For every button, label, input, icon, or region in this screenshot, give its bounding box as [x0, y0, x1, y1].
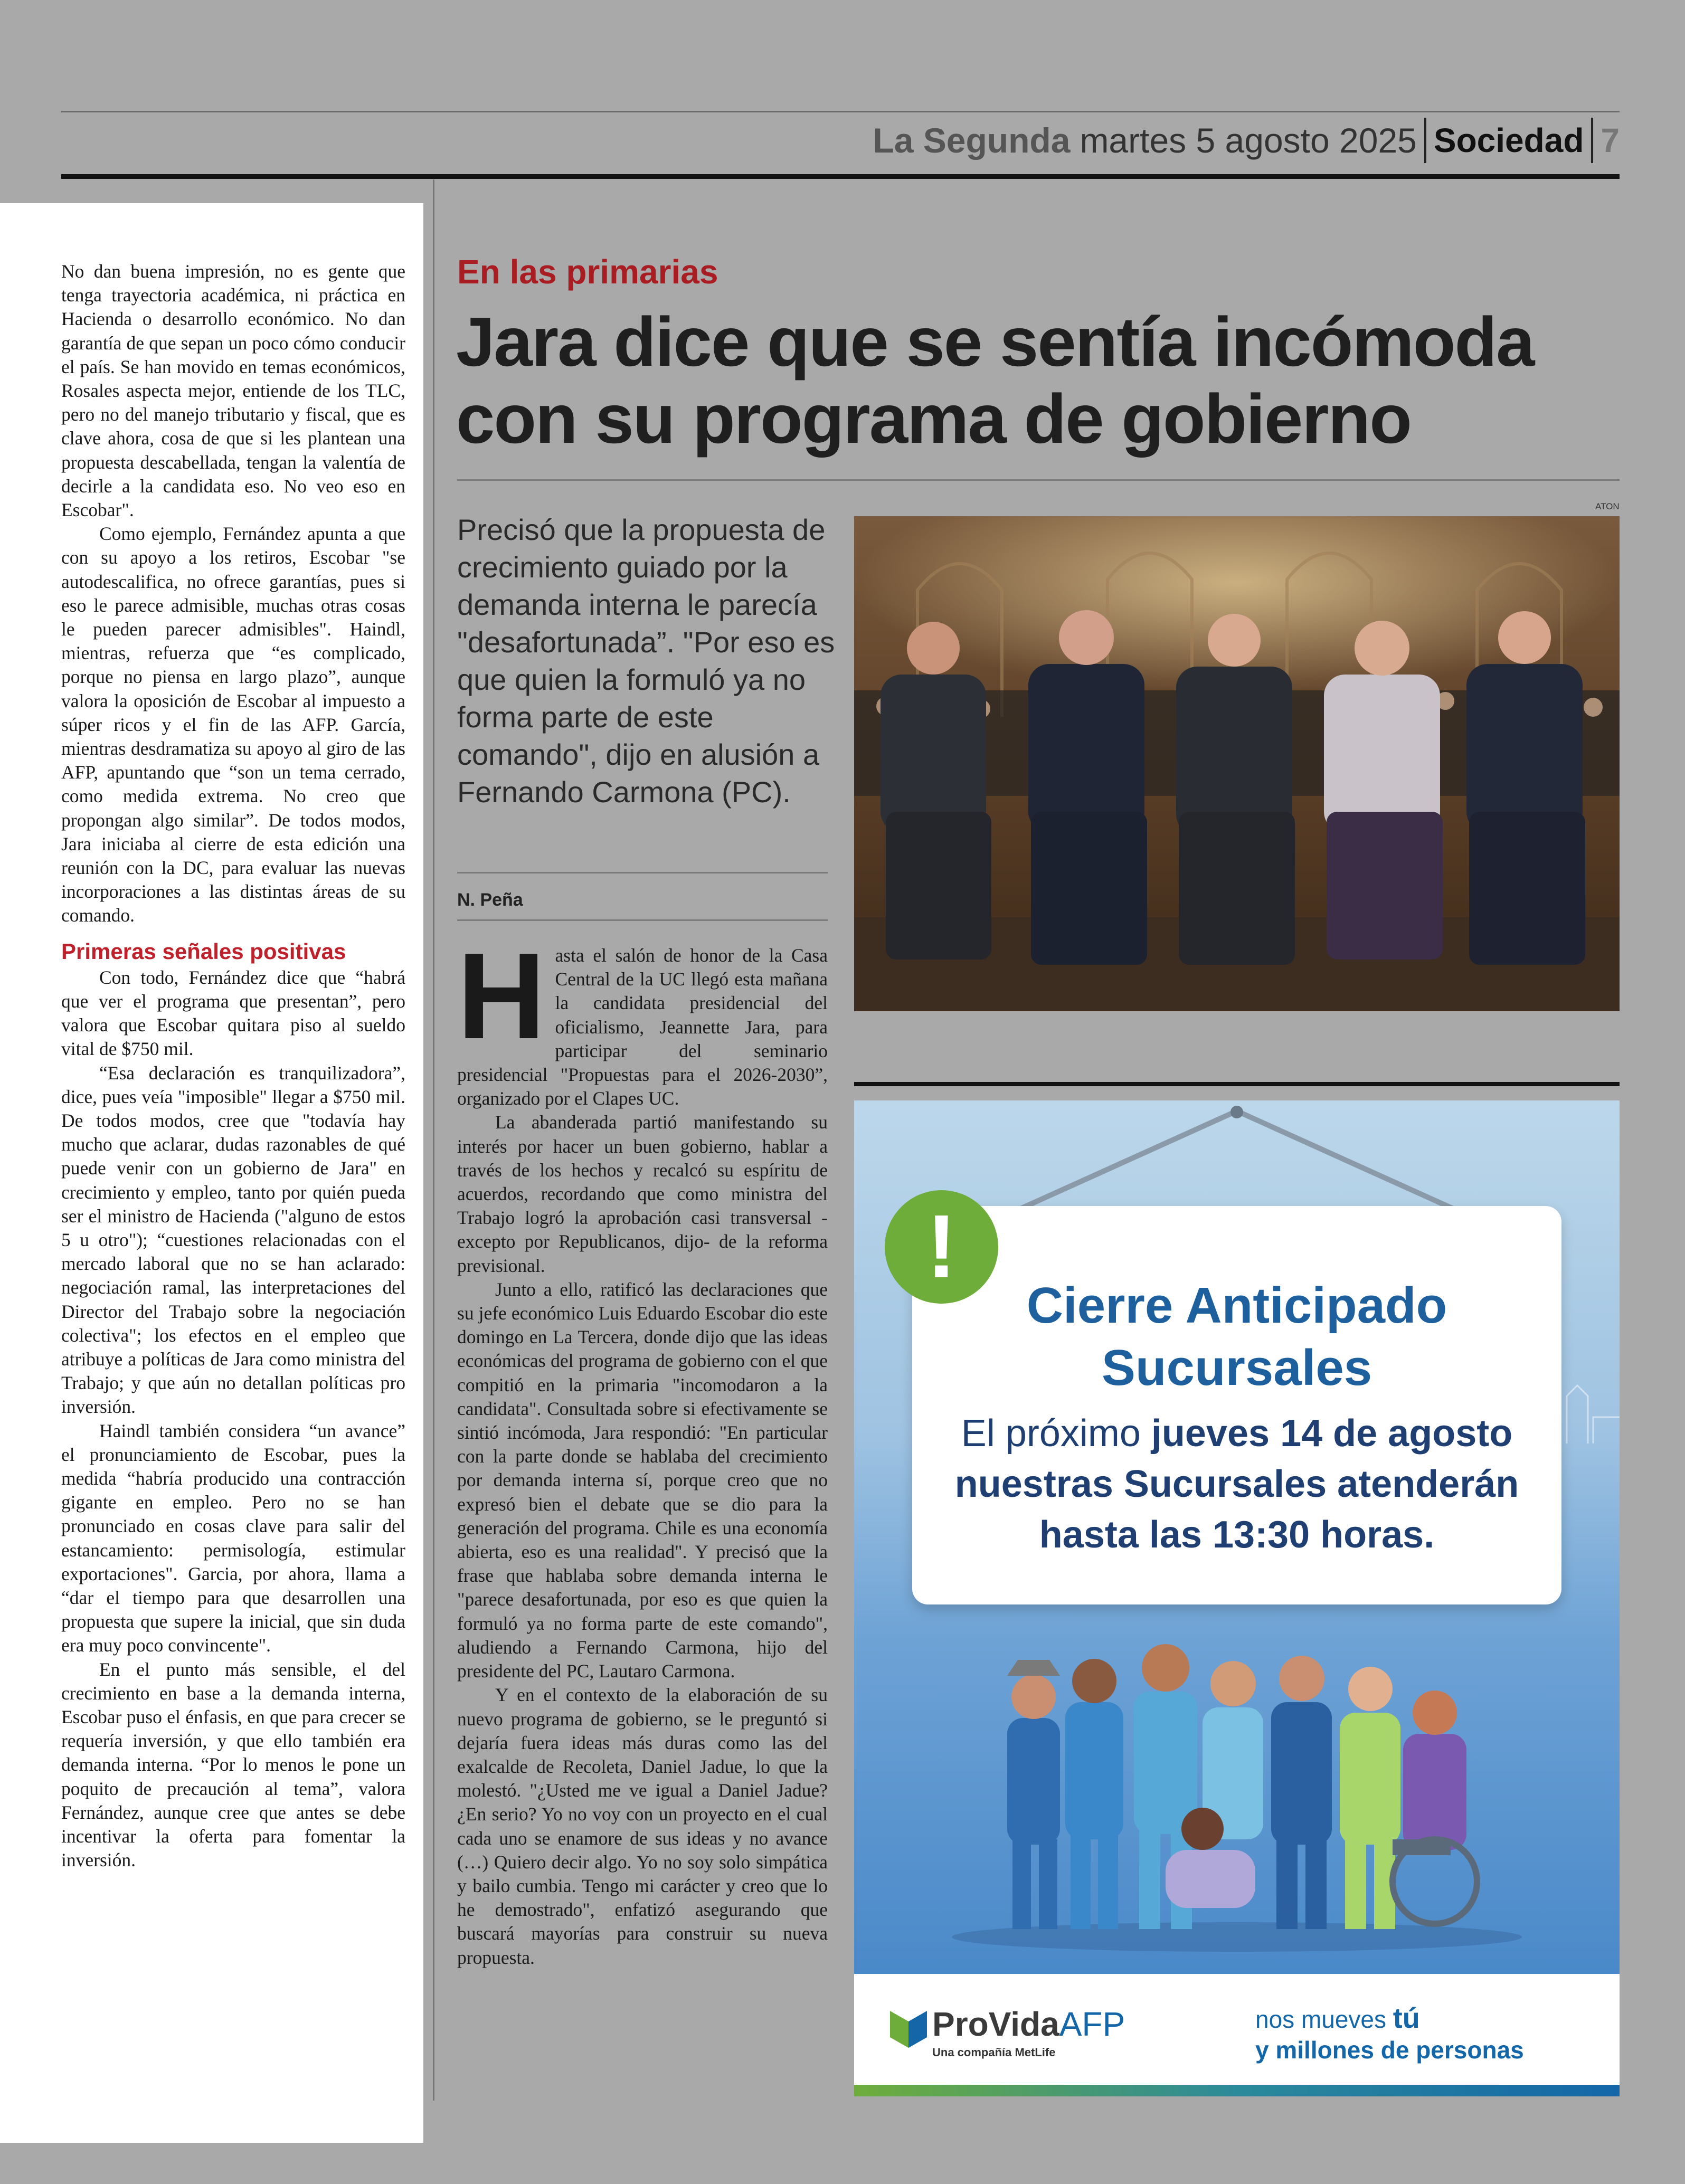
- header-separator: [1591, 118, 1593, 163]
- article-photo: [854, 516, 1620, 1011]
- paragraph: Con todo, Fernández dice que “habrá que ver el programa que presentan”, pero valora que Escobar quitara piso al sueldo vital de $750 mil.: [61, 966, 405, 1060]
- exclamation-alert-icon: !: [885, 1190, 998, 1304]
- photo-credit: ATON: [1595, 501, 1620, 511]
- issue-date: martes 5 agosto 2025: [1080, 121, 1417, 160]
- page-number: 7: [1601, 121, 1620, 159]
- left-column-text: [61, 260, 405, 1872]
- byline-rule-top: [457, 872, 828, 873]
- article-body: [457, 928, 828, 1970]
- ad-footer: [854, 1974, 1620, 2085]
- paragraph: Junto a ello, ratificó las declaraciones que su jefe económico Luis Eduardo Escobar dio este domingo en La Tercera, donde dijo que las ideas económicas del programa de gobierno con el que compitió en la primaria "incomodaron a la candidata". Consultada sobre si efectivamente se sintió incómoda, Jara respondió: "En particular con la parte donde se hablaba del crecimiento por demanda interna sí, porque creo que no expresó bien el debate que se dio para la generación del programa. Chile es una economía abierta, eso es una realidad". Y precisó que la frase que hablaba sobre demanda interna le "parece desafortunada, por eso es que quien la formuló ya no forma parte de este comando", aludiendo a Fernando Carmona, hijo del presidente del PC, Lautaro Carmona.: [457, 1278, 828, 1682]
- ad-color-stripe: [854, 2085, 1620, 2096]
- byline: N. Peña: [457, 890, 523, 910]
- advertisement: [854, 1100, 1620, 1974]
- section-name: Sociedad: [1433, 121, 1584, 159]
- brand-subtitle: Una compañía MetLife: [932, 2046, 1056, 2059]
- article-dek: Precisó que la propuesta de crecimiento guiado por la demanda interna le parecía "desafortunada”. "Por eso es que quien la formuló ya no forma parte de este comando", dijo en alusión a Fernando Carmona (PC).: [457, 513, 835, 809]
- provida-logo-icon: [890, 2006, 927, 2048]
- paragraph-lead: Hasta el salón de honor de la Casa Central de la UC llegó esta mañana la candidata presidencial del oficialismo, Jeannette Jara, para participar del seminario presidencial "Propuestas para el 2026-2030”, organizado por el Clapes UC.: [457, 928, 828, 1109]
- header-rule-bottom: [61, 174, 1620, 179]
- photo-illustration: [854, 516, 1620, 1011]
- notice-title: Cierre Anticipado Sucursales: [1026, 1277, 1447, 1396]
- ad-separator-rule: [854, 1082, 1620, 1086]
- notice-sign: [912, 1206, 1561, 1604]
- brand-logo-text: ProVidaAFP: [932, 2005, 1125, 2043]
- drop-cap: H: [457, 928, 546, 1065]
- paragraph: Y en el contexto de la elaboración de su nuevo programa de gobierno, se le preguntó si dejaría fuera ideas más duras como las del exalcalde de Recoleta, Daniel Jadue, lo que la molestó. "¿Usted me ve igual a Daniel Jadue? ¿En serio? Yo no voy con un proyecto en el cual cada uno se enamore de sus ideas y no avance (…) Quiero decir algo. Yo no soy solo simpática y bailo cumbia. Tengo mi carácter y creo que lo he demostrado", enfatizó asegurando que buscará mayorías para construir su nueva propuesta.: [457, 1684, 828, 1968]
- paragraph: Como ejemplo, Fernández apunta a que con su apoyo a los retiros, Escobar "se autodescalifica, no ofrece garantías, pues si eso le parece admisible, muchas otras cosas le pueden parecer admisibles". Haindl, mientras, refuerza que “es complicado, porque no piensa en largo plazo”, aunque valora la oposición de Escobar al impuesto a súper ricos y el fin de las AFP. García, mientras desdramatiza su apoyo al giro de las AFP, apuntando que “son un tema cerrado, como medida extrema. No creo que propongan algo similar”. De todos modos, Jara iniciaba al cierre de esta edición una reunión con la DC, para evaluar las nuevas incorporaciones a las distintas áreas de su comando.: [61, 523, 405, 926]
- header-separator: [1424, 118, 1426, 163]
- notice-body: El próximo jueves 14 de agosto nuestras Sucursales atenderán hasta las 13:30 horas.: [954, 1412, 1519, 1556]
- page-header: [873, 114, 1620, 167]
- headline-rule: [457, 479, 1620, 481]
- paragraph: En el punto más sensible, el del crecimiento en base a la demanda interna, Escobar puso el énfasis, en que para crecer se requería inversión, y que ello también era demanda interna. “Por lo menos le pone un poquito de precaución al tema”, valora Fernández, aunque cree que antes se debe incentivar la oferta para fomentar la inversión.: [61, 1658, 405, 1871]
- byline-rule-bottom: [457, 919, 828, 921]
- newspaper-name: La Segunda: [873, 121, 1071, 160]
- paragraph: Haindl también considera “un avance” el pronunciamiento de Escobar, pues la medida “habría producido una contracción gigante en empleo. Pero no se han pronunciado en cosas clave para salir del estancamiento: permisología, estimular exportaciones". Garcia, por ahora, llama a “dar el tiempo para que desarrollen una propuesta que supere la inicial, que sin duda era muy poco convincente".: [61, 1420, 405, 1656]
- ad-slogan: nos mueves tú y millones de personas: [1255, 2002, 1524, 2064]
- paragraph: “Esa declaración es tranquilizadora”, dice, pues veía "imposible" llegar a $750 mil. De todos modos, cree que "todavía hay mucho que aclarar, dudas razonables de qué puede venir con un gobierno de Jara" en crecimiento y empleo, tanto por quién pueda ser el ministro de Hacienda ("alguno de estos 5 u otro"); “cuestiones relacionadas con el mercado laboral que no se han aclarado: negociación ramal, las interpretaciones del Director del Trabajo sobre la negociación colectiva"; los efectos en el empleo que atribuye a políticas de Jara como ministra del Trabajo; y que aún no detallan políticas pro inversión.: [61, 1062, 405, 1418]
- column-rule: [433, 179, 434, 2101]
- paragraph: La abanderada partió manifestando su interés por hacer un buen gobierno, hablar a través de los hechos y recalcó su espíritu de acuerdos, recordando que como ministra del Trabajo logró la aprobación casi transversal -excepto por Republicanos, dijo- de la reforma previsional.: [457, 1112, 828, 1276]
- article-kicker: En las primarias: [457, 253, 718, 291]
- header-rule-top: [61, 111, 1620, 112]
- article-headline: Jara dice que se sentía incómoda con su programa de gobierno: [456, 303, 1534, 458]
- paragraph: No dan buena impresión, no es gente que tenga trayectoria académica, ni práctica en Hacienda o desarrollo económico. No dan garantía de que sepan un poco cómo conducir el país. Se han movido en temas económicos, Rosales aspecta mejor, entiende de los TLC, pero no del manejo tributario y fiscal, que es clave ahora, cosa de que si les plantean una propuesta descabellada, tengan la valentía de decirle a la candidata eso. No veo eso en Escobar".: [61, 261, 405, 521]
- subheading: Primeras señales positivas: [61, 938, 346, 964]
